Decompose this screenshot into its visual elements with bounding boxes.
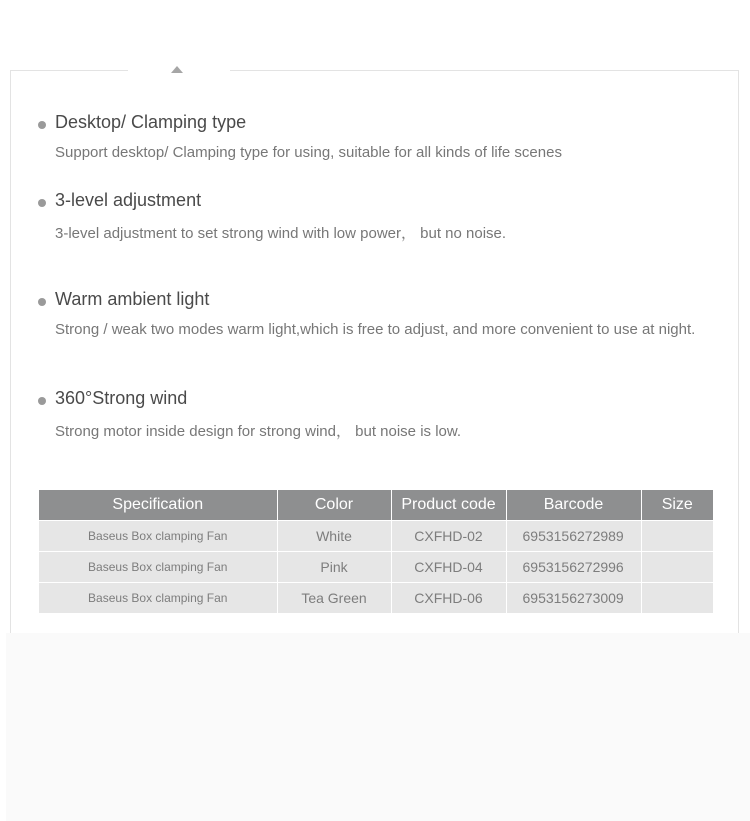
header-barcode: Barcode bbox=[506, 490, 641, 521]
cell-specification: Baseus Box clamping Fan bbox=[39, 521, 277, 552]
cell-specification: Baseus Box clamping Fan bbox=[39, 583, 277, 614]
cell-specification: Baseus Box clamping Fan bbox=[39, 552, 277, 583]
cell-barcode: 6953156273009 bbox=[506, 583, 641, 614]
table-row bbox=[39, 552, 713, 583]
feature-title: 360°Strong wind bbox=[55, 388, 188, 408]
feature-description: Support desktop/ Clamping type for using, suitable for all kinds of life scenes bbox=[55, 144, 562, 161]
footer-panel bbox=[6, 633, 750, 821]
header-product-code: Product code bbox=[391, 490, 506, 521]
feature-title: 3-level adjustment bbox=[55, 190, 202, 210]
table-header-row bbox=[39, 490, 713, 521]
bullet-icon bbox=[38, 298, 46, 306]
caret-up-icon bbox=[171, 66, 183, 73]
cell-size bbox=[641, 583, 713, 614]
cell-color: Tea Green bbox=[277, 583, 391, 614]
table-row bbox=[39, 583, 713, 614]
specification-table bbox=[39, 490, 713, 613]
header-size: Size bbox=[641, 490, 713, 521]
cell-size bbox=[641, 521, 713, 552]
feature-description: Strong / weak two modes warm light,which is free to adjust, and more convenient to use at night. bbox=[55, 321, 696, 338]
bullet-icon bbox=[38, 121, 46, 129]
cell-product-code: CXFHD-06 bbox=[391, 583, 506, 614]
feature-description: 3-level adjustment to set strong wind with low power， but no noise. bbox=[55, 225, 507, 242]
cell-product-code: CXFHD-04 bbox=[391, 552, 506, 583]
header-specification: Specification bbox=[39, 490, 277, 521]
header-color: Color bbox=[277, 490, 391, 521]
cell-size bbox=[641, 552, 713, 583]
feature-title: Desktop/ Clamping type bbox=[55, 112, 247, 132]
bullet-icon bbox=[38, 397, 46, 405]
cell-barcode: 6953156272989 bbox=[506, 521, 641, 552]
cell-color: Pink bbox=[277, 552, 391, 583]
cell-color: White bbox=[277, 521, 391, 552]
table-row bbox=[39, 521, 713, 552]
cell-product-code: CXFHD-02 bbox=[391, 521, 506, 552]
bullet-icon bbox=[38, 199, 46, 207]
cell-barcode: 6953156272996 bbox=[506, 552, 641, 583]
feature-description: Strong motor inside design for strong wind， but noise is low. bbox=[55, 423, 462, 440]
feature-title: Warm ambient light bbox=[55, 289, 210, 309]
